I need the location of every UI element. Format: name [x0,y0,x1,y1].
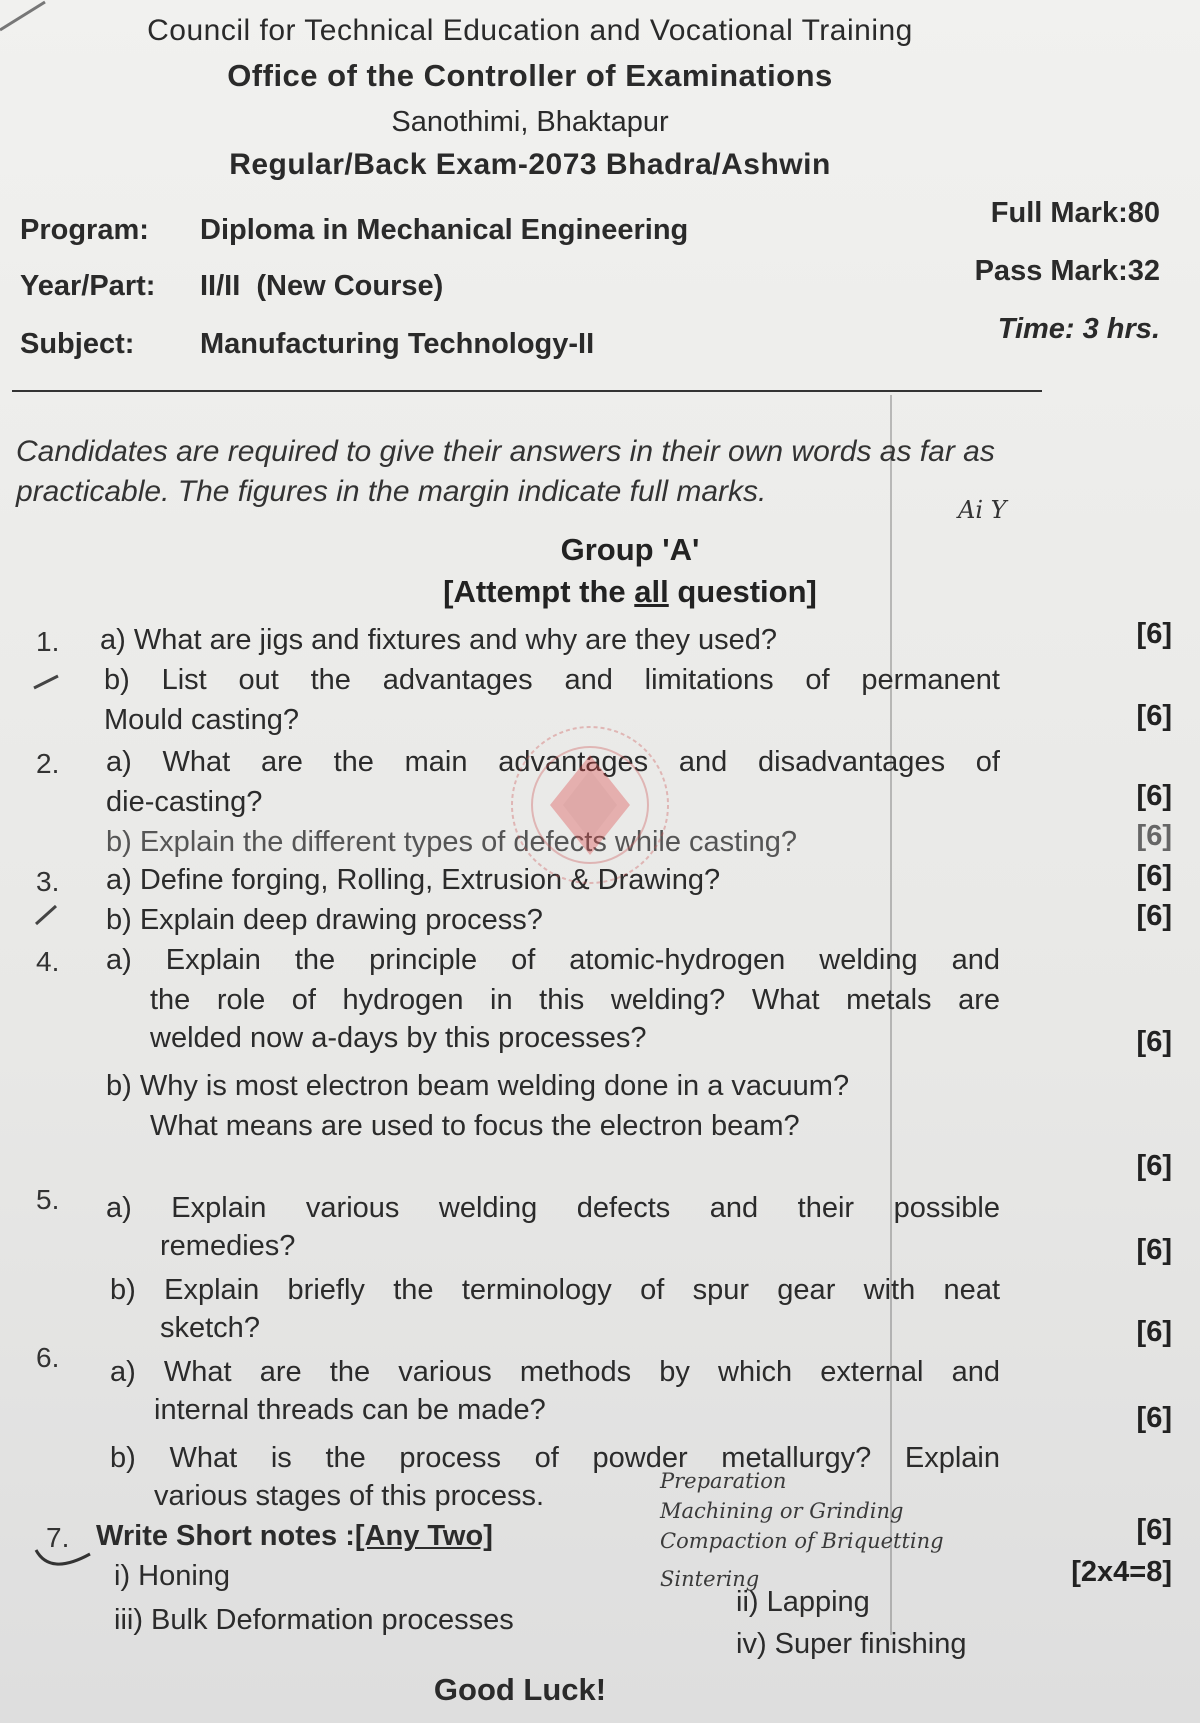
question-1a: a) What are jigs and fixtures and why are they used? [100,624,778,656]
question-number-3: 3. [36,866,60,897]
short-note-iii: iii) Bulk Deformation processes [114,1604,514,1636]
subject-value: Manufacturing Technology-II [200,328,595,360]
subject-row [20,328,594,361]
question-5a-line2: remedies? [160,1230,296,1262]
mark-6a: [6] [1136,1402,1172,1434]
question-number-6: 6. [36,1342,60,1373]
mark-2a: [6] [1136,780,1172,812]
question-number-1: 1. [36,626,60,657]
question-6b-line2: various stages of this process. [154,1480,545,1512]
handwritten-powder-metallurgy-notes: Preparation Machining or Grinding Compaction of Briquetting Sintering [660,1469,944,1591]
program-row [20,214,688,247]
short-note-ii: ii) Lapping [736,1586,870,1618]
question-3b: b) Explain deep drawing process? [106,904,543,936]
question-number-5: 5. [36,1184,60,1215]
exam-title: Regular/Back Exam-2073 Bhadra/Ashwin [229,148,831,181]
question-5a-line1: a) Explain various welding defects and their possible [106,1192,1000,1224]
year-value: II/II (New Course) [200,270,444,302]
year-label: Year/Part: [20,270,156,302]
program-value: Diploma in Mechanical Engineering [200,214,689,246]
question-number-7: 7. [46,1522,70,1553]
instructions: Candidates are required to give their answers in their own words as far as practicable. The figures in the margin indicate full marks. [16,435,995,508]
tick-mark-icon [30,1540,100,1580]
mark-1b: [6] [1136,700,1172,732]
question-1b-line2: Mould casting? [104,704,300,736]
closing-good-luck: Good Luck! [433,1672,607,1707]
office-name: Office of the Controller of Examinations [227,58,833,93]
question-1b-line1: b) List out the advantages and limitations of permanent [104,664,1000,696]
office-location: Sanothimi, Bhaktapur [391,106,669,138]
emphasis-all: all [634,574,669,609]
question-3a: a) Define forging, Rolling, Extrusion & Drawing? [106,864,721,896]
council-name: Council for Technical Education and Vocational Training [147,14,913,47]
mark-4b: [6] [1136,1150,1172,1182]
mark-1a: [6] [1136,618,1172,650]
time-allowed: Time: 3 hrs. [997,313,1160,345]
question-6b-line1: b) What is the process of powder metallurgy? Explain [110,1442,1000,1474]
any-two-label: [Any Two] [354,1520,493,1552]
question-7-title: Write Short notes :[Any Two] [96,1520,493,1552]
group-title: Group 'A' [560,532,700,567]
question-4b-line2: What means are used to focus the electron beam? [150,1110,800,1142]
program-label: Program: [20,214,149,246]
question-4a-line3: welded now a-days by this processes? [150,1022,647,1054]
question-4a-line1: a) Explain the principle of atomic-hydrogen welding and [106,944,1000,976]
short-note-iv: iv) Super finishing [736,1628,967,1660]
question-6a-line2: internal threads can be made? [154,1394,546,1426]
question-4b-line1: b) Why is most electron beam welding done in a vacuum? [106,1070,850,1102]
question-2a-line1: a) What are the main advantages and disadvantages of [106,746,1000,778]
group-instruction: [Attempt the all question] [443,574,817,609]
short-note-i: i) Honing [114,1560,231,1592]
tick-mark-icon [32,900,72,930]
institution-seal-icon [505,720,675,890]
mark-7: [2x4=8] [1071,1556,1172,1588]
handwritten-note-air: Ai Y [958,496,1007,524]
mark-4a: [6] [1136,1026,1172,1058]
full-mark: Full Mark:80 [990,197,1160,229]
question-6a-line1: a) What are the various methods by which external and [110,1356,1000,1388]
subject-label: Subject: [20,328,135,360]
year-row [20,270,443,303]
mark-2b: [6] [1136,820,1172,852]
mark-5a: [6] [1136,1234,1172,1266]
question-5b-line1: b) Explain briefly the terminology of spur gear with neat [110,1274,1000,1306]
question-2b: b) Explain the different types of defects while casting? [106,826,798,858]
mark-6b: [6] [1136,1514,1172,1546]
question-5b-line2: sketch? [160,1312,260,1344]
question-number-4: 4. [36,946,60,977]
question-4a-line2: the role of hydrogen in this welding? What metals are [150,984,1000,1016]
tick-mark-icon [30,670,70,700]
mark-3a: [6] [1136,860,1172,892]
header-divider [12,390,1042,392]
mark-3b: [6] [1136,900,1172,932]
pass-mark: Pass Mark:32 [974,255,1160,287]
question-2a-line2: die-casting? [106,786,263,818]
question-number-2: 2. [36,748,60,779]
mark-5b: [6] [1136,1316,1172,1348]
